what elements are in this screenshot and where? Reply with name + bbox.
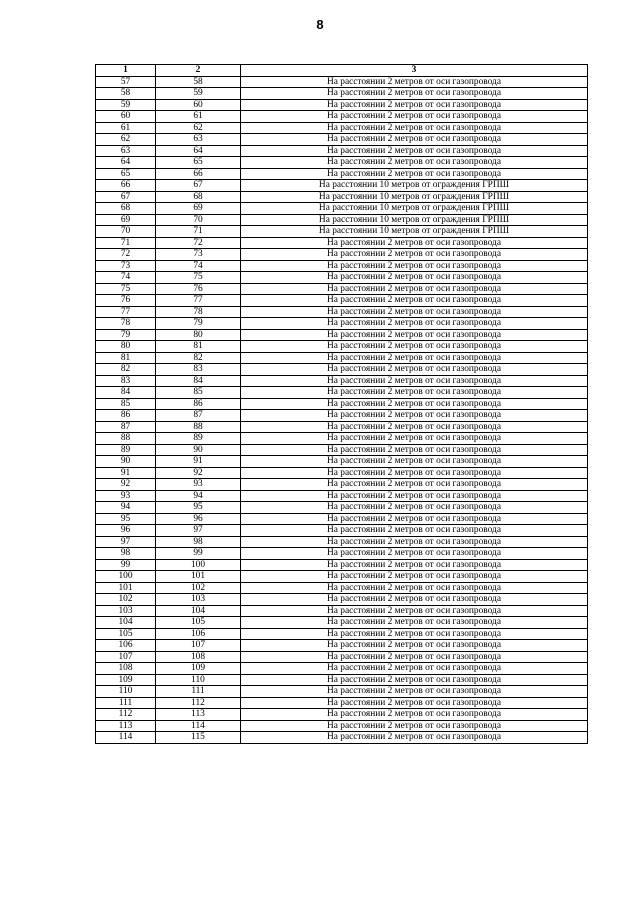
table-row <box>96 605 588 617</box>
table-row <box>96 99 588 111</box>
cell-description: На расстоянии 2 метров от оси газопровода <box>241 490 588 502</box>
cell-point-to: 80 <box>156 329 241 341</box>
cell-point-from: 95 <box>96 513 156 525</box>
cell-description: На расстоянии 2 метров от оси газопровода <box>241 628 588 640</box>
cell-point-from: 88 <box>96 433 156 445</box>
cell-point-from: 91 <box>96 467 156 479</box>
cell-description: На расстоянии 2 метров от оси газопровода <box>241 387 588 399</box>
cell-point-to: 69 <box>156 203 241 215</box>
cell-point-from: 62 <box>96 134 156 146</box>
cell-point-from: 63 <box>96 145 156 157</box>
cell-point-from: 114 <box>96 732 156 744</box>
table-row <box>96 732 588 744</box>
cell-point-from: 103 <box>96 605 156 617</box>
cell-description: На расстоянии 2 метров от оси газопровода <box>241 674 588 686</box>
cell-point-to: 101 <box>156 571 241 583</box>
cell-description: На расстоянии 2 метров от оси газопровода <box>241 375 588 387</box>
table-row <box>96 249 588 261</box>
cell-point-from: 99 <box>96 559 156 571</box>
cell-point-to: 112 <box>156 697 241 709</box>
table-row <box>96 134 588 146</box>
table-row <box>96 283 588 295</box>
cell-point-to: 115 <box>156 732 241 744</box>
table-row <box>96 180 588 192</box>
table-row <box>96 111 588 123</box>
cell-point-to: 68 <box>156 191 241 203</box>
header-col-1: 1 <box>96 65 156 77</box>
cell-point-from: 111 <box>96 697 156 709</box>
cell-description: На расстоянии 2 метров от оси газопровода <box>241 720 588 732</box>
cell-point-to: 71 <box>156 226 241 238</box>
cell-description: На расстоянии 2 метров от оси газопровода <box>241 536 588 548</box>
table-body <box>96 76 588 743</box>
cell-point-to: 97 <box>156 525 241 537</box>
cell-point-to: 63 <box>156 134 241 146</box>
cell-description: На расстоянии 2 метров от оси газопровода <box>241 352 588 364</box>
cell-point-from: 113 <box>96 720 156 732</box>
table-row <box>96 306 588 318</box>
table-row <box>96 433 588 445</box>
table-row <box>96 479 588 491</box>
cell-point-to: 59 <box>156 88 241 100</box>
cell-point-to: 70 <box>156 214 241 226</box>
cell-description: На расстоянии 2 метров от оси газопровода <box>241 582 588 594</box>
cell-point-from: 71 <box>96 237 156 249</box>
cell-description: На расстоянии 2 метров от оси газопровода <box>241 260 588 272</box>
cell-point-from: 85 <box>96 398 156 410</box>
cell-description: На расстоянии 2 метров от оси газопровода <box>241 88 588 100</box>
cell-description: На расстоянии 2 метров от оси газопровода <box>241 168 588 180</box>
cell-point-to: 66 <box>156 168 241 180</box>
table-row <box>96 352 588 364</box>
cell-point-to: 92 <box>156 467 241 479</box>
cell-description: На расстоянии 2 метров от оси газопровода <box>241 513 588 525</box>
cell-point-to: 77 <box>156 295 241 307</box>
cell-description: На расстоянии 2 метров от оси газопровода <box>241 329 588 341</box>
table-row <box>96 559 588 571</box>
cell-point-to: 106 <box>156 628 241 640</box>
cell-point-from: 69 <box>96 214 156 226</box>
cell-point-from: 98 <box>96 548 156 560</box>
table-row <box>96 651 588 663</box>
cell-point-to: 113 <box>156 709 241 721</box>
cell-description: На расстоянии 2 метров от оси газопровода <box>241 111 588 123</box>
cell-description: На расстоянии 2 метров от оси газопровода <box>241 283 588 295</box>
cell-point-to: 58 <box>156 76 241 88</box>
cell-point-to: 60 <box>156 99 241 111</box>
cell-point-from: 65 <box>96 168 156 180</box>
cell-description: На расстоянии 2 метров от оси газопровода <box>241 410 588 422</box>
table-row <box>96 191 588 203</box>
cell-point-from: 93 <box>96 490 156 502</box>
table-row <box>96 697 588 709</box>
cell-point-from: 82 <box>96 364 156 376</box>
cell-point-to: 108 <box>156 651 241 663</box>
table-row <box>96 122 588 134</box>
cell-description: На расстоянии 10 метров от ограждения ГРПШ <box>241 226 588 238</box>
cell-point-from: 60 <box>96 111 156 123</box>
cell-point-from: 78 <box>96 318 156 330</box>
cell-description: На расстоянии 2 метров от оси газопровода <box>241 594 588 606</box>
table-row <box>96 387 588 399</box>
table-row <box>96 203 588 215</box>
cell-point-to: 95 <box>156 502 241 514</box>
cell-point-from: 94 <box>96 502 156 514</box>
cell-point-from: 81 <box>96 352 156 364</box>
cell-point-to: 67 <box>156 180 241 192</box>
table-row <box>96 341 588 353</box>
cell-description: На расстоянии 2 метров от оси газопровода <box>241 548 588 560</box>
cell-point-from: 76 <box>96 295 156 307</box>
table-row <box>96 456 588 468</box>
table-row <box>96 582 588 594</box>
cell-point-to: 100 <box>156 559 241 571</box>
table-row <box>96 237 588 249</box>
cell-point-from: 74 <box>96 272 156 284</box>
cell-point-to: 105 <box>156 617 241 629</box>
table-row <box>96 145 588 157</box>
cell-point-from: 79 <box>96 329 156 341</box>
cell-description: На расстоянии 10 метров от ограждения ГРПШ <box>241 203 588 215</box>
cell-description: На расстоянии 2 метров от оси газопровода <box>241 502 588 514</box>
cell-point-from: 83 <box>96 375 156 387</box>
cell-point-from: 75 <box>96 283 156 295</box>
cell-description: На расстоянии 2 метров от оси газопровода <box>241 467 588 479</box>
cell-point-to: 111 <box>156 686 241 698</box>
cell-point-from: 73 <box>96 260 156 272</box>
table-row <box>96 421 588 433</box>
table-row <box>96 260 588 272</box>
cell-point-from: 101 <box>96 582 156 594</box>
cell-point-from: 80 <box>96 341 156 353</box>
table-row <box>96 571 588 583</box>
table-row <box>96 88 588 100</box>
cell-point-to: 109 <box>156 663 241 675</box>
table-row <box>96 617 588 629</box>
cell-point-from: 108 <box>96 663 156 675</box>
cell-description: На расстоянии 2 метров от оси газопровода <box>241 122 588 134</box>
cell-point-from: 67 <box>96 191 156 203</box>
table-row <box>96 663 588 675</box>
cell-description: На расстоянии 2 метров от оси газопровода <box>241 709 588 721</box>
cell-point-from: 92 <box>96 479 156 491</box>
cell-point-from: 96 <box>96 525 156 537</box>
cell-description: На расстоянии 2 метров от оси газопровода <box>241 732 588 744</box>
cell-point-to: 86 <box>156 398 241 410</box>
cell-point-from: 107 <box>96 651 156 663</box>
cell-point-to: 82 <box>156 352 241 364</box>
cell-point-to: 94 <box>156 490 241 502</box>
cell-description: На расстоянии 2 метров от оси газопровода <box>241 157 588 169</box>
table-row <box>96 525 588 537</box>
table-header-row <box>96 65 588 77</box>
cell-point-to: 81 <box>156 341 241 353</box>
cell-point-from: 70 <box>96 226 156 238</box>
cell-description: На расстоянии 2 метров от оси газопровода <box>241 640 588 652</box>
cell-description: На расстоянии 2 метров от оси газопровода <box>241 272 588 284</box>
table-row <box>96 640 588 652</box>
cell-description: На расстоянии 2 метров от оси газопровода <box>241 99 588 111</box>
table-row <box>96 720 588 732</box>
cell-description: На расстоянии 2 метров от оси газопровода <box>241 76 588 88</box>
cell-description: На расстоянии 2 метров от оси газопровода <box>241 571 588 583</box>
cell-point-from: 89 <box>96 444 156 456</box>
cell-point-from: 97 <box>96 536 156 548</box>
cell-point-from: 61 <box>96 122 156 134</box>
table-row <box>96 548 588 560</box>
cell-point-to: 98 <box>156 536 241 548</box>
cell-point-from: 110 <box>96 686 156 698</box>
cell-point-from: 90 <box>96 456 156 468</box>
cell-point-to: 62 <box>156 122 241 134</box>
table-row <box>96 272 588 284</box>
cell-description: На расстоянии 2 метров от оси газопровода <box>241 237 588 249</box>
table-row <box>96 444 588 456</box>
cell-point-from: 112 <box>96 709 156 721</box>
cell-point-from: 68 <box>96 203 156 215</box>
table-row <box>96 467 588 479</box>
cell-point-from: 84 <box>96 387 156 399</box>
table-row <box>96 674 588 686</box>
table-row <box>96 709 588 721</box>
cell-description: На расстоянии 10 метров от ограждения ГРПШ <box>241 214 588 226</box>
cell-description: На расстоянии 2 метров от оси газопровода <box>241 433 588 445</box>
cell-point-from: 86 <box>96 410 156 422</box>
cell-point-to: 102 <box>156 582 241 594</box>
table-row <box>96 490 588 502</box>
cell-point-to: 89 <box>156 433 241 445</box>
cell-description: На расстоянии 2 метров от оси газопровода <box>241 444 588 456</box>
cell-point-from: 57 <box>96 76 156 88</box>
cell-description: На расстоянии 2 метров от оси газопровода <box>241 686 588 698</box>
cell-point-to: 114 <box>156 720 241 732</box>
cell-point-to: 64 <box>156 145 241 157</box>
table-row <box>96 410 588 422</box>
cell-description: На расстоянии 2 метров от оси газопровода <box>241 617 588 629</box>
cell-description: На расстоянии 2 метров от оси газопровода <box>241 145 588 157</box>
table-row <box>96 594 588 606</box>
table-row <box>96 502 588 514</box>
table-row <box>96 157 588 169</box>
table-row <box>96 398 588 410</box>
cell-description: На расстоянии 2 метров от оси газопровода <box>241 306 588 318</box>
cell-description: На расстоянии 10 метров от ограждения ГРПШ <box>241 180 588 192</box>
header-col-3: 3 <box>241 65 588 77</box>
cell-point-to: 88 <box>156 421 241 433</box>
cell-point-from: 66 <box>96 180 156 192</box>
cell-description: На расстоянии 2 метров от оси газопровода <box>241 341 588 353</box>
cell-point-to: 76 <box>156 283 241 295</box>
cell-point-from: 102 <box>96 594 156 606</box>
table-row <box>96 168 588 180</box>
cell-point-from: 59 <box>96 99 156 111</box>
cell-description: На расстоянии 10 метров от ограждения ГРПШ <box>241 191 588 203</box>
cell-point-to: 90 <box>156 444 241 456</box>
cell-point-to: 83 <box>156 364 241 376</box>
table-row <box>96 513 588 525</box>
cell-point-to: 110 <box>156 674 241 686</box>
cell-point-from: 87 <box>96 421 156 433</box>
cell-point-from: 64 <box>96 157 156 169</box>
cell-description: На расстоянии 2 метров от оси газопровода <box>241 525 588 537</box>
cell-point-to: 65 <box>156 157 241 169</box>
cell-point-to: 84 <box>156 375 241 387</box>
cell-point-from: 72 <box>96 249 156 261</box>
cell-point-to: 79 <box>156 318 241 330</box>
table-row <box>96 226 588 238</box>
table-row <box>96 628 588 640</box>
cell-description: На расстоянии 2 метров от оси газопровода <box>241 398 588 410</box>
cell-point-to: 78 <box>156 306 241 318</box>
cell-description: На расстоянии 2 метров от оси газопровода <box>241 295 588 307</box>
cell-description: На расстоянии 2 метров от оси газопровода <box>241 479 588 491</box>
cell-point-from: 105 <box>96 628 156 640</box>
cell-point-to: 73 <box>156 249 241 261</box>
boundary-table <box>95 64 588 744</box>
page-number: 8 <box>316 17 324 32</box>
cell-description: На расстоянии 2 метров от оси газопровода <box>241 318 588 330</box>
table-row <box>96 295 588 307</box>
cell-description: На расстоянии 2 метров от оси газопровода <box>241 559 588 571</box>
table-row <box>96 364 588 376</box>
cell-description: На расстоянии 2 метров от оси газопровода <box>241 134 588 146</box>
cell-point-from: 100 <box>96 571 156 583</box>
cell-point-to: 104 <box>156 605 241 617</box>
cell-description: На расстоянии 2 метров от оси газопровода <box>241 605 588 617</box>
cell-point-to: 107 <box>156 640 241 652</box>
cell-point-to: 93 <box>156 479 241 491</box>
cell-description: На расстоянии 2 метров от оси газопровода <box>241 651 588 663</box>
cell-point-from: 77 <box>96 306 156 318</box>
table-row <box>96 76 588 88</box>
cell-point-to: 87 <box>156 410 241 422</box>
table-row <box>96 318 588 330</box>
cell-point-to: 75 <box>156 272 241 284</box>
header-col-2: 2 <box>156 65 241 77</box>
cell-point-from: 58 <box>96 88 156 100</box>
cell-point-to: 74 <box>156 260 241 272</box>
cell-point-to: 99 <box>156 548 241 560</box>
cell-point-to: 61 <box>156 111 241 123</box>
cell-description: На расстоянии 2 метров от оси газопровода <box>241 663 588 675</box>
cell-description: На расстоянии 2 метров от оси газопровода <box>241 456 588 468</box>
cell-point-to: 96 <box>156 513 241 525</box>
cell-description: На расстоянии 2 метров от оси газопровода <box>241 697 588 709</box>
cell-point-to: 72 <box>156 237 241 249</box>
cell-point-to: 85 <box>156 387 241 399</box>
cell-point-to: 91 <box>156 456 241 468</box>
table-row <box>96 536 588 548</box>
cell-description: На расстоянии 2 метров от оси газопровода <box>241 421 588 433</box>
cell-description: На расстоянии 2 метров от оси газопровода <box>241 249 588 261</box>
table-row <box>96 329 588 341</box>
table-row <box>96 375 588 387</box>
cell-description: На расстоянии 2 метров от оси газопровода <box>241 364 588 376</box>
cell-point-from: 106 <box>96 640 156 652</box>
cell-point-from: 104 <box>96 617 156 629</box>
table-row <box>96 686 588 698</box>
cell-point-to: 103 <box>156 594 241 606</box>
cell-point-from: 109 <box>96 674 156 686</box>
table-row <box>96 214 588 226</box>
